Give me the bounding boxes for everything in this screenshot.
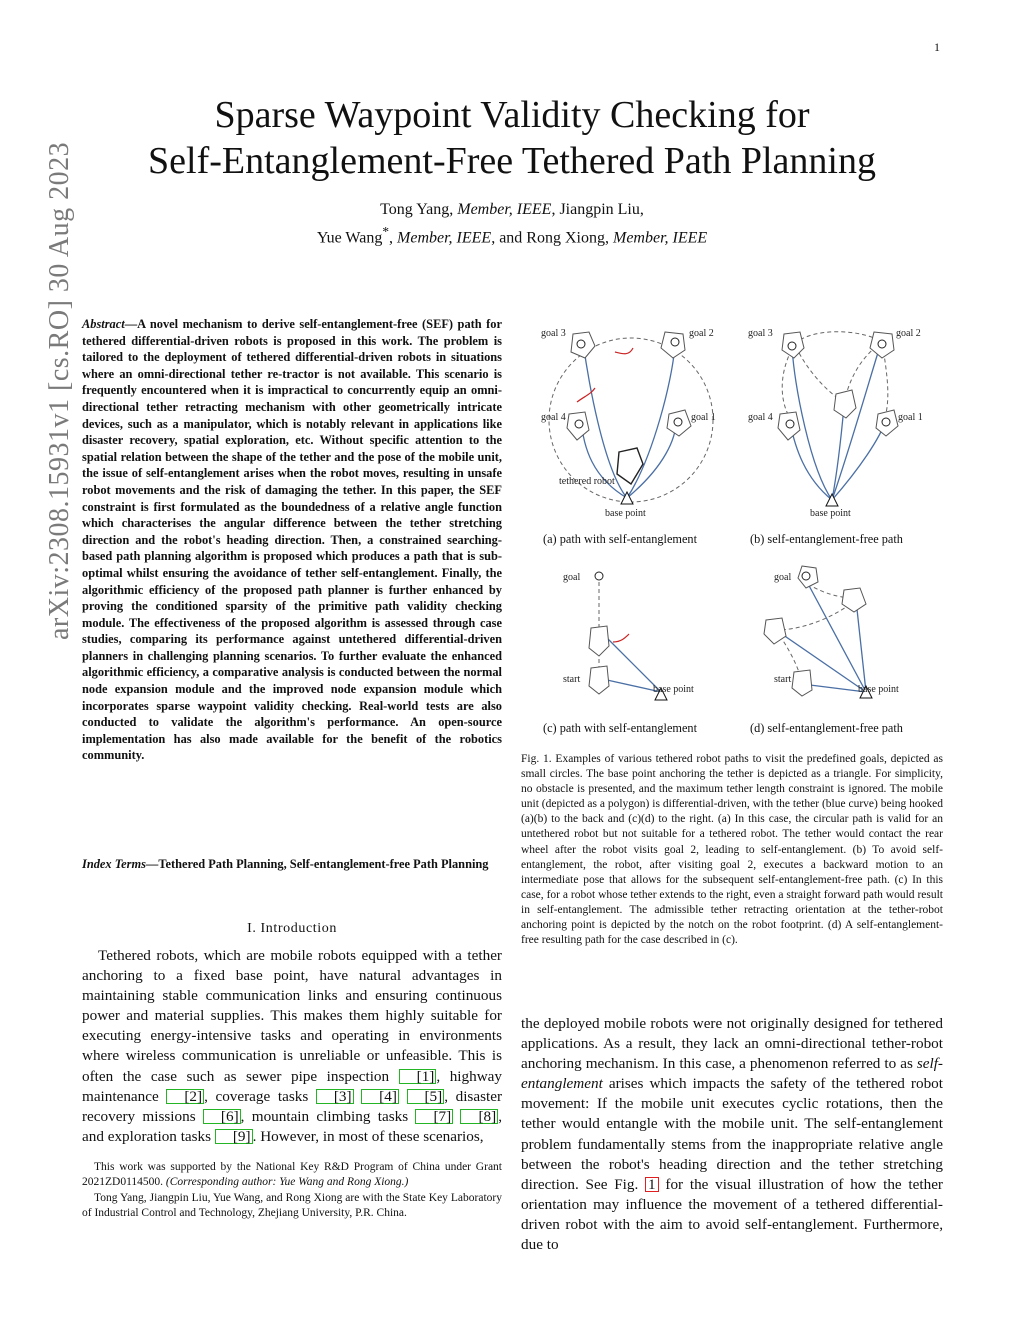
goal-1-label: goal 1 xyxy=(898,412,923,423)
index-terms-text: Tethered Path Planning, Self-entanglement-free Path Planning xyxy=(158,857,489,871)
robot-footprint xyxy=(798,566,818,588)
tethered-robot-footprint xyxy=(617,448,643,484)
subfigure-a-caption: (a) path with self-entanglement xyxy=(543,532,697,546)
base-point-label: base point xyxy=(810,508,851,519)
robot-footprint xyxy=(589,626,609,656)
goal-label: goal xyxy=(563,572,581,583)
citation-link[interactable]: [5] xyxy=(407,1089,445,1104)
robot-footprint xyxy=(834,390,856,418)
index-terms xyxy=(82,856,502,873)
path-segment xyxy=(795,332,882,344)
robot-footprint xyxy=(842,588,866,612)
citation-link[interactable]: [9] xyxy=(215,1129,253,1144)
intro-text-run: , disaster recovery missions xyxy=(82,1087,503,1125)
subfigure-c-caption: (c) path with self-entanglement xyxy=(543,721,697,735)
figure-caption: Fig. 1. Examples of various tethered robot paths to visit the predefined goals, depicted as small circles. The base point anchoring the tether is depicted as a triangle. For simplicity, no obstacle is presented, and the maximum tether length constraint is ignored. The mobile unit (depicted as a polygon) is differential-driven, with the tether (blue curve) being hooked (a)(b) to the back and (c)(d) to the right. (a) In this case, the circular path is valid for an untethered robot but not suitable for a tethered robot. The tether would contact the rear wheel after the robot visits goal 2, leading to self-entanglement. (b) To avoid self-entanglement, the robot, after visiting goal 2, executes a backward motion to an intermediate pose that allows for the subsequent self-entanglement-free path. (c) In this case, for a robot whose tether extends to the right, even a straight forward path would result in self-entanglement. The admissible tether retracting orientation at the tether-robot anchoring point is depicted by the notch on the robot footprint. (d) A self-entanglement-free resulting path for the case described in (c). xyxy=(521,753,943,947)
funding-footnote xyxy=(82,1160,502,1191)
citation-link[interactable]: [6] xyxy=(203,1109,241,1124)
intro-text-run: , coverage tasks xyxy=(204,1087,316,1105)
intro-text-run: . However, in most of these scenarios, xyxy=(252,1127,484,1145)
citation-link[interactable]: [3] xyxy=(316,1089,354,1104)
start-label: start xyxy=(563,674,581,685)
body-paragraph-right xyxy=(521,1014,943,1255)
base-point-label: base point xyxy=(605,508,646,519)
base-point-label: base point xyxy=(858,684,899,695)
goal-4-label: goal 4 xyxy=(748,412,773,423)
author-role: Member, IEEE xyxy=(612,229,708,247)
goal-3-label: goal 3 xyxy=(541,328,566,339)
intro-text-run: , highway maintenance xyxy=(82,1067,502,1105)
robot-footprint xyxy=(764,618,786,644)
citation-link[interactable]: [7] xyxy=(415,1109,453,1124)
author-name: Tong Yang, xyxy=(380,201,458,218)
intro-text-run: , and exploration tasks xyxy=(82,1107,502,1145)
start-label: start xyxy=(774,674,792,685)
page-number: 1 xyxy=(934,40,940,54)
introduction-paragraph xyxy=(82,946,502,1147)
subfigure-a-diagram xyxy=(533,318,733,524)
author-name: Yue Wang xyxy=(316,229,383,247)
goal-2-label: goal 2 xyxy=(896,328,921,339)
abstract-label: Abstract xyxy=(82,317,125,331)
index-terms-label: Index Terms xyxy=(82,857,146,871)
tether-line xyxy=(832,406,844,500)
abstract-dash: — xyxy=(124,317,138,331)
red-arrow xyxy=(615,348,633,354)
goal-2-label: goal 2 xyxy=(689,328,714,339)
subfigure-b-caption: (b) self-entanglement-free path xyxy=(750,532,903,546)
figure-reference-link[interactable]: 1 xyxy=(645,1177,659,1192)
author-role: Member, IEEE xyxy=(457,201,552,218)
robot-footprint xyxy=(589,666,609,694)
tether-line xyxy=(832,346,880,500)
body-text-run: for the visual illustration of how the tether orientation may influence the movement of a tethered differential-driven robot with the aim to avoid self-entanglement. Furthermore, due to xyxy=(521,1175,943,1254)
robot-footprint xyxy=(567,412,589,440)
funding-text: This work was supported by the National Key R&D Program of China under Grant 2021ZD0114500. xyxy=(82,1161,502,1189)
author-name: , and Rong Xiong, xyxy=(491,229,613,247)
goal-4-label: goal 4 xyxy=(541,412,566,423)
author-role: Member, IEEE xyxy=(397,229,492,247)
robot-footprint xyxy=(571,332,595,358)
subfigure-d-diagram xyxy=(740,560,940,710)
citation-link[interactable]: [2] xyxy=(166,1089,204,1104)
citation-link[interactable]: [1] xyxy=(399,1069,437,1084)
body-text-run: arises which impacts the safety of the tethered robot movement: If the mobile unit executes cyclic rotations, then the tether would entangle with the mobile unit. The self-entanglement problem fundamentally stems from the inappropriate relative angle between the robot's heading direction and the tether stretching direction. See Fig. xyxy=(521,1075,943,1193)
emphasis-term: self-entanglement xyxy=(521,1055,943,1093)
authors-line-2 xyxy=(60,221,964,249)
intro-text-run: Tethered robots, which are mobile robots equipped with a tether anchoring to a fixed base point, have natural advantages in maintaining stable communication links and ensuring continuous power and material supplies. This makes them highly suitable for executing energy-intensive tasks and operating in environments where wireless communication is unreliable or unfeasible. This is often the case such as sewer pipe inspection xyxy=(82,947,502,1085)
author-sep: , xyxy=(389,229,398,247)
robot-footprint xyxy=(778,412,800,440)
robot-footprint xyxy=(667,410,691,436)
abstract-text: A novel mechanism to derive self-entanglement-free (SEF) path for tethered differential-driven robots is proposed in this work. The problem is tailored to the deployment of tethered differential-driven robots in situations where an omni-directional tether re-tractor is not available. This scenario is frequently encountered when it is impractical to concurrently equip an omni-directional tether retracting mechanism with other geometrically intricate devices, such as a manipulator, which is notably relevant in applications like disaster recovery, spatial exploration, etc. Without specific attention to the spatial relation between the shape of the tether and the pose of the mobile unit, the issue of self-entanglement arises when the robot moves, resulting in unsafe robot movements and the risk of damaging the tether. In this paper, the SEF constraint is first formulated as the boundedness of a relative angle function which characterises the angular difference between the tether stretching direction and the robot's heading direction. Then, a constrained searching-based path planning algorithm is proposed which produces a path that is sub-optimal whilst ensuring the avoidance of tether self-entanglement. Finally, the algorithmic efficiency of the proposed path planner is further enhanced by proving the conditioned sparsity of the primitive path validity checking module. The effectiveness of the proposed algorithm is assessed through case studies, comparing its performance against untethered differential-driven planners in challenging planning scenarios. To further evaluate the enhanced algorithmic efficiency, a comparative analysis is conducted between the normal node expansion module and the improved node expansion module which incorporates sparse waypoint validity checking. Real-world tests are also conducted to validate the algorithm's performance. An open-source implementation has also made available for the benefit of the robotics community. xyxy=(82,317,502,763)
footnotes xyxy=(82,1160,502,1221)
subfigure-b xyxy=(740,318,940,524)
robot-footprint xyxy=(870,332,894,358)
citation-link[interactable]: [4] xyxy=(361,1089,399,1104)
author-name: , Jiangpin Liu, xyxy=(551,201,644,218)
corresponding-mark: * xyxy=(382,224,390,239)
goal-1-label: goal 1 xyxy=(691,412,716,423)
goal-label: goal xyxy=(774,572,792,583)
subfigure-a xyxy=(533,318,733,524)
path-segment xyxy=(795,344,844,402)
abstract xyxy=(82,316,502,764)
arxiv-identifier: arXiv:2308.15931v1 [cs.RO] 30 Aug 2023 xyxy=(44,141,75,640)
goal-3-label: goal 3 xyxy=(748,328,773,339)
authors-line-1 xyxy=(60,199,964,221)
index-terms-dash: — xyxy=(145,857,159,871)
paper-title xyxy=(60,92,964,184)
author-list xyxy=(60,199,964,249)
title-line-2: Self-Entanglement-Free Tethered Path Planning xyxy=(148,140,876,182)
subfigure-c xyxy=(533,560,733,710)
red-arrow xyxy=(613,634,629,642)
corresponding-author-note: (Corresponding author: Yue Wang and Rong Xiong.) xyxy=(165,1176,409,1189)
intro-text-run: , mountain climbing tasks xyxy=(240,1107,416,1125)
tethered-robot-label: tethered robot xyxy=(559,476,615,487)
robot-footprint xyxy=(782,332,804,358)
goal-marker xyxy=(595,572,603,580)
tether-line xyxy=(856,600,866,692)
robot-footprint xyxy=(876,410,898,436)
robot-footprint xyxy=(792,670,812,696)
base-point-label: base point xyxy=(653,684,694,695)
section-heading-introduction: I. Introduction xyxy=(247,921,337,936)
title-line-1: Sparse Waypoint Validity Checking for xyxy=(214,94,810,136)
subfigure-b-diagram xyxy=(740,318,940,524)
body-text-run: the deployed mobile robots were not originally designed for tethered applications. As a result, they lack an omni-directional tether-robot anchoring mechanism. In this case, a phenomenon referred to as xyxy=(521,1015,943,1073)
subfigure-d-caption: (d) self-entanglement-free path xyxy=(750,721,903,735)
subfigure-d xyxy=(740,560,940,710)
citation-link[interactable]: [8] xyxy=(460,1109,498,1124)
subfigure-c-diagram xyxy=(533,560,733,710)
affiliation-footnote: Tong Yang, Jiangpin Liu, Yue Wang, and Rong Xiong are with the State Key Laboratory of Industrial Control and Technology, Zhejiang University, P.R. China. xyxy=(82,1191,502,1219)
tether-line xyxy=(832,420,886,500)
